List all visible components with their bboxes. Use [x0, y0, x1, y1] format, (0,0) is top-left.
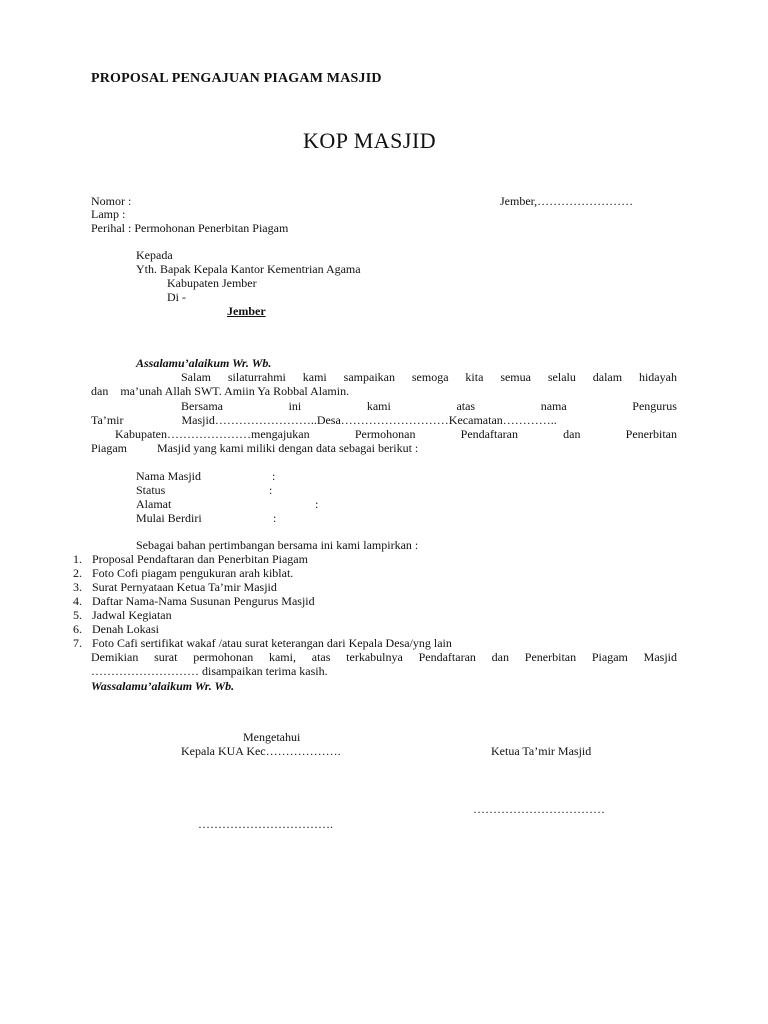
field-sep-alamat: :: [315, 497, 319, 511]
field-label-nama-masjid: Nama Masjid: [136, 469, 201, 483]
paragraph-1-line-2: dan ma’unah Allah SWT. Amiin Ya Robbal Alamin.: [91, 384, 350, 398]
document-title: PROPOSAL PENGAJUAN PIAGAM MASJID: [91, 71, 382, 86]
field-sep-status: :: [269, 483, 273, 497]
attachment-item: 1. Proposal Pendaftaran dan Penerbitan Piagam: [73, 552, 308, 566]
closing-salutation: Wassalamu’alaikum Wr. Wb.: [91, 679, 235, 693]
perihal-line: Perihal : Permohonan Penerbitan Piagam: [91, 221, 289, 235]
attachments-intro: Sebagai bahan pertimbangan bersama ini kami lampirkan :: [136, 538, 419, 552]
paragraph-2-line-3: Kabupaten…………………mengajukan Permohonan Pendaftaran dan Penerbitan: [115, 427, 677, 441]
attachment-item: 7. Foto Cafi sertifikat wakaf /atau surat keterangan dari Kepala Desa/yng lain: [73, 636, 452, 650]
attachment-item: 3. Surat Pernyataan Ketua Ta’mir Masjid: [73, 580, 277, 594]
closing-line-2: ……………………… disampaikan terima kasih.: [91, 664, 328, 678]
field-sep-mulai-berdiri: :: [273, 511, 277, 525]
signature-mengetahui: Mengetahui: [243, 730, 301, 744]
recipient-yth: Yth. Bapak Kepala Kantor Kementrian Agama: [136, 262, 361, 276]
field-label-mulai-berdiri: Mulai Berdiri: [136, 511, 202, 525]
greeting: Assalamu’alaikum Wr. Wb.: [136, 356, 272, 370]
attachment-item: 4. Daftar Nama-Nama Susunan Pengurus Masjid: [73, 594, 315, 608]
place-date: Jember,……………………: [500, 194, 634, 208]
attachment-item: 5. Jadwal Kegiatan: [73, 608, 172, 622]
field-label-status: Status: [136, 483, 166, 497]
paragraph-2-line-2: Ta’mir Masjid……………………..Desa………………………Kecamatan…………..: [91, 413, 557, 427]
signature-right-title: Ketua Ta’mir Masjid: [491, 744, 592, 758]
paragraph-2-line-1: Bersama ini kami atas nama Pengurus: [181, 399, 677, 413]
attachment-item: 6. Denah Lokasi: [73, 622, 159, 636]
paragraph-1-line-1: Salam silaturrahmi kami sampaikan semoga kita semua selalu dalam hidayah: [181, 370, 677, 384]
field-sep-nama-masjid: :: [272, 469, 276, 483]
attachment-item: 2. Foto Cofi piagam pengukuran arah kiblat.: [73, 566, 294, 580]
recipient-city: Jember: [227, 304, 266, 318]
closing-line-1: Demikian surat permohonan kami, atas terkabulnya Pendaftaran dan Penerbitan Piagam Masjid: [91, 650, 677, 664]
field-label-alamat: Alamat: [136, 497, 172, 511]
recipient-kepada: Kepada: [136, 248, 173, 262]
paragraph-2-line-4: Piagam Masjid yang kami miliki dengan data sebagai berikut :: [91, 441, 419, 455]
lamp-line: Lamp :: [91, 207, 126, 221]
signature-left-title: Kepala KUA Kec……………….: [181, 744, 341, 758]
nomor-line: Nomor :: [91, 194, 132, 208]
signature-left-line: …………………………….: [198, 817, 333, 831]
recipient-di: Di -: [167, 290, 186, 304]
letterhead-placeholder: KOP MASJID: [303, 128, 437, 153]
recipient-kabupaten: Kabupaten Jember: [167, 276, 257, 290]
signature-right-line: ……………………………: [473, 802, 605, 816]
